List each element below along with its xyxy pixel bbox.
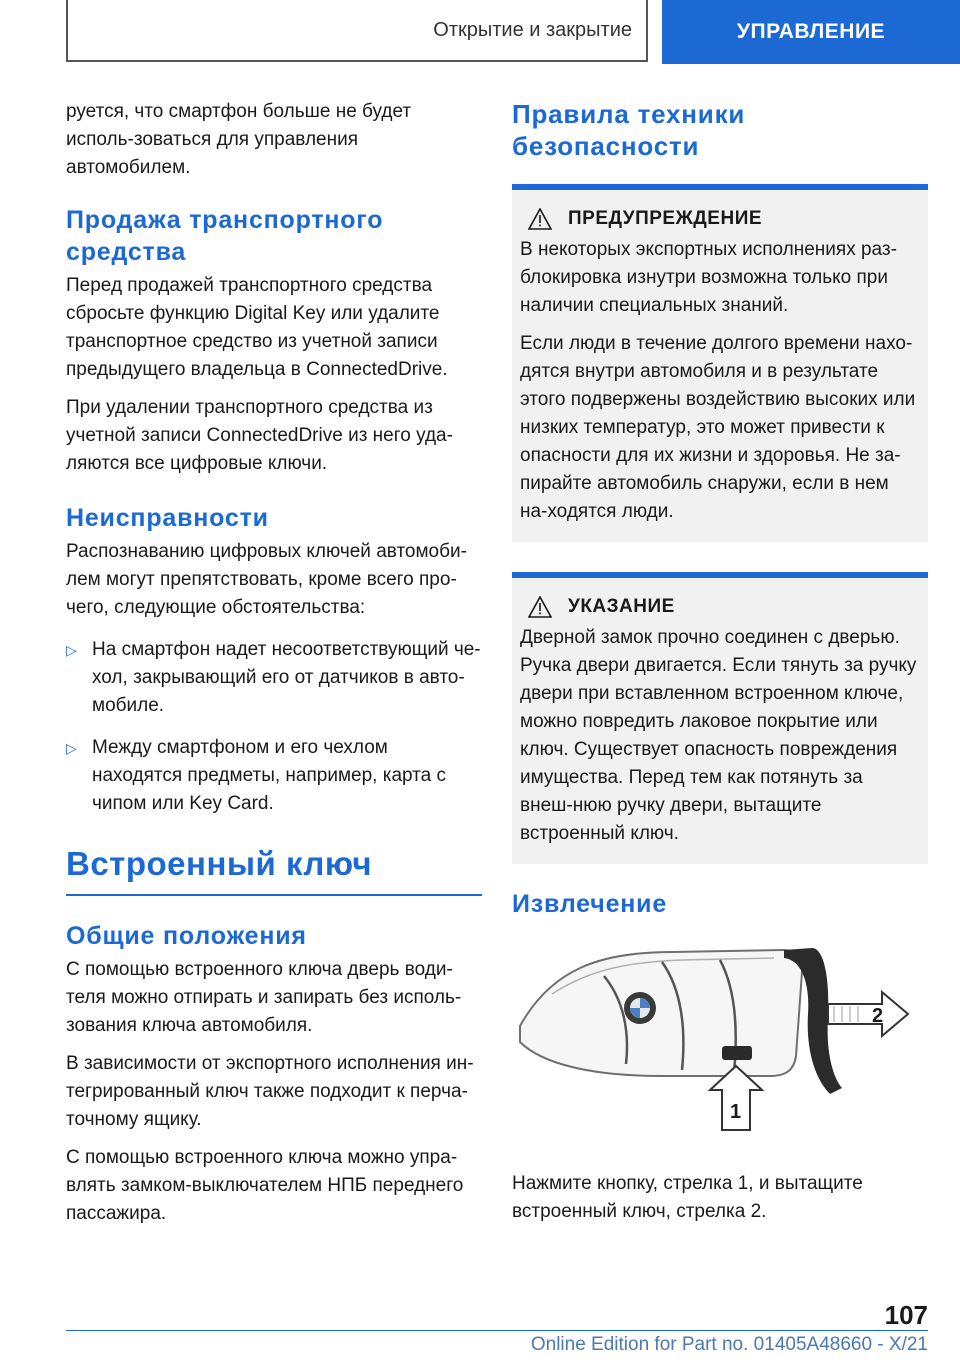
fault-paragraph-1: Распознаванию цифровых ключей автомоби-лем могут препятствовать, кроме всего про-чего, следующие обстоятельства: [66, 541, 467, 618]
header-section-title: Открытие и закрытие [433, 18, 632, 41]
fault-heading: Неисправности [66, 504, 269, 532]
warning-header [520, 208, 920, 230]
general-paragraph-1: С помощью встроенного ключа дверь води-теля можно отпирать и запирать без исполь-зования ключа автомобиля. [66, 959, 462, 1036]
list-item-text: Между смартфоном и его чехлом находятся предметы, например, карта с чипом или Key Card. [92, 737, 446, 814]
notice-title: УКАЗАНИЕ [568, 596, 675, 617]
safety-heading: Правила техники безопасности [512, 99, 746, 161]
key-heading: Встроенный ключ [66, 845, 372, 882]
list-item-text: На смартфон надет несоответствующий че-хол, закрывающий его от датчиков в авто-мобиле. [92, 639, 481, 716]
key-illustration [512, 938, 928, 1134]
intro-paragraph: руется, что смартфон больше не будет исполь-зоваться для управления автомобилем. [66, 101, 412, 178]
fault-list [66, 636, 482, 818]
extract-heading: Извлечение [512, 890, 668, 918]
header-section [66, 0, 648, 62]
extract-paragraph: Нажмите кнопку, стрелка 1, и вытащите встроенный ключ, стрелка 2. [512, 1173, 863, 1222]
heading-rule [66, 894, 482, 896]
footer-edition: Online Edition for Part no. 01405A48660 - X/21 [530, 1334, 928, 1355]
notice-paragraph-1: Дверной замок прочно соединен с дверью. Ручка двери двигается. Если тянуть за ручку двери при вставленном встроенном ключе, можно повредить лаковое покрытие или ключ. Существует опасность повреждения имущества. Перед тем как потянуть за внеш-нюю ручку двери, вытащите встроенный ключ. [520, 627, 917, 844]
page-number: 107 [884, 1300, 928, 1330]
sale-paragraph-1: Перед продажей транспортного средства сбросьте функцию Digital Key или удалите транспортное средство из учетной записи предыдущего владельца в ConnectedDrive. [66, 275, 448, 380]
arrow-1-label: 1 [730, 1101, 742, 1123]
warning-title: ПРЕДУПРЕЖДЕНИЕ [568, 208, 763, 229]
sale-heading: Продажа транспортного средства [66, 206, 384, 266]
list-item [66, 734, 482, 818]
general-paragraph-3: С помощью встроенного ключа можно упра-влять замком-выключателем НПБ переднего пассажира. [66, 1147, 464, 1224]
triangle-right-icon: ▷ [66, 740, 77, 756]
notice-header [520, 596, 920, 618]
notice-box [512, 572, 928, 864]
right-column [512, 98, 928, 1236]
left-column [66, 98, 482, 1238]
arrow-2 [828, 992, 908, 1036]
general-paragraph-2: В зависимости от экспортного исполнения ин-тегрированный ключ также подходит к перча-точному ящику. [66, 1053, 474, 1130]
arrow-2-label: 2 [872, 1005, 884, 1027]
header-chapter-title: УПРАВЛЕНИЕ [736, 20, 886, 43]
warning-box [512, 184, 928, 542]
sale-paragraph-2: При удалении транспортного средства из учетной записи ConnectedDrive из него уда-ляются все цифровые ключи. [66, 397, 453, 474]
warning-paragraph-2: Если люди в течение долгого времени нахо-дятся внутри автомобиля и в результате этого подвержены воздействию высоких или низких температур, это может привести к опасности для их жизни и здоровья. Не за-пирайте автомобиль снаружи, если в нем на-ходятся люди. [520, 333, 916, 522]
warning-paragraph-1: В некоторых экспортных исполнениях раз-блокировка изнутри возможна только при наличии специальных знаний. [520, 239, 897, 316]
header-chapter [662, 0, 960, 64]
triangle-right-icon: ▷ [66, 642, 77, 658]
footer-rule [66, 1330, 928, 1331]
warning-triangle-icon [528, 596, 552, 618]
warning-triangle-icon [528, 208, 552, 230]
key-fob-body [520, 950, 802, 1076]
release-button [722, 1046, 752, 1060]
general-heading: Общие положения [66, 922, 307, 950]
list-item [66, 636, 482, 720]
